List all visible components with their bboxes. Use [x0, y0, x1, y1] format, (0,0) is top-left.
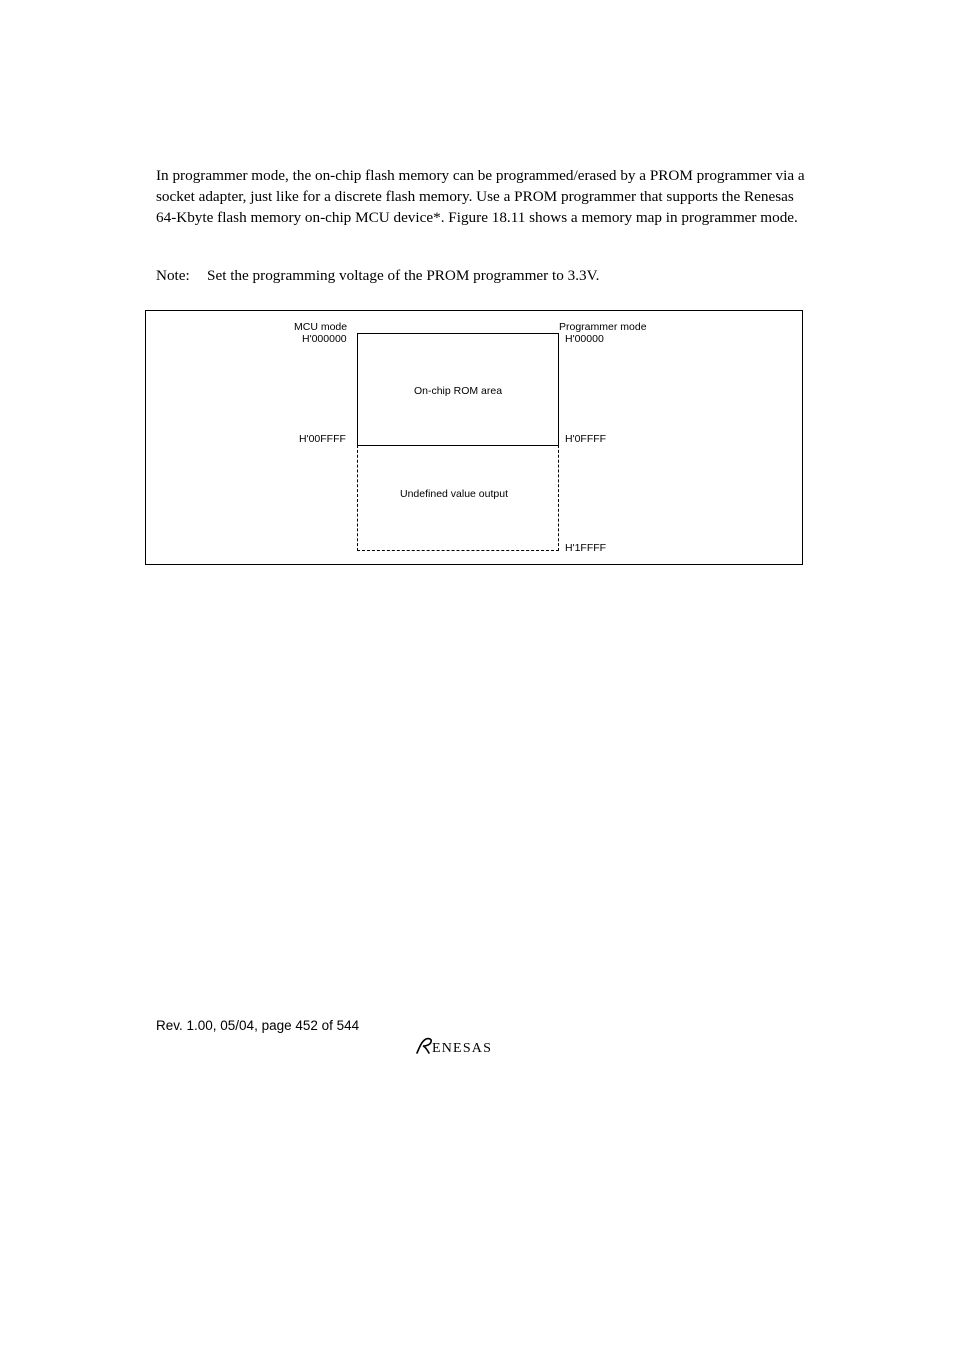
memory-map-figure — [145, 310, 803, 565]
note-text: Set the programming voltage of the PROM programmer to 3.3V. — [207, 267, 600, 284]
programmer-start-address: H'00000 — [565, 333, 604, 345]
page-footer-info: Rev. 1.00, 05/04, page 452 of 544 — [156, 1018, 360, 1033]
note — [156, 265, 599, 286]
mcu-start-address: H'000000 — [302, 333, 347, 345]
programmer-mode-label: Programmer mode — [559, 321, 647, 333]
undefined-area-label: Undefined value output — [400, 488, 508, 500]
renesas-logo — [414, 1036, 534, 1056]
on-chip-rom-area — [357, 333, 559, 446]
body-paragraph: In programmer mode, the on-chip flash memory can be programmed/erased by a PROM programmer via a socket adapter, just like for a discrete flash memory. Use a PROM programmer that supports the Renesas 64-Kbyte flash memory on-chip MCU device*. Figure 18.11 shows a memory map in programmer mode. — [156, 167, 805, 226]
programmer-end-address: H'1FFFF — [565, 542, 607, 554]
programmer-mid-address: H'0FFFF — [565, 433, 607, 445]
logo-text: ENESAS — [432, 1041, 493, 1056]
undefined-value-area — [357, 445, 559, 551]
rom-area-label: On-chip ROM area — [413, 385, 503, 397]
note-label: Note: — [156, 267, 190, 284]
mcu-mode-label: MCU mode — [294, 321, 348, 333]
mcu-end-address: H'00FFFF — [299, 433, 346, 445]
